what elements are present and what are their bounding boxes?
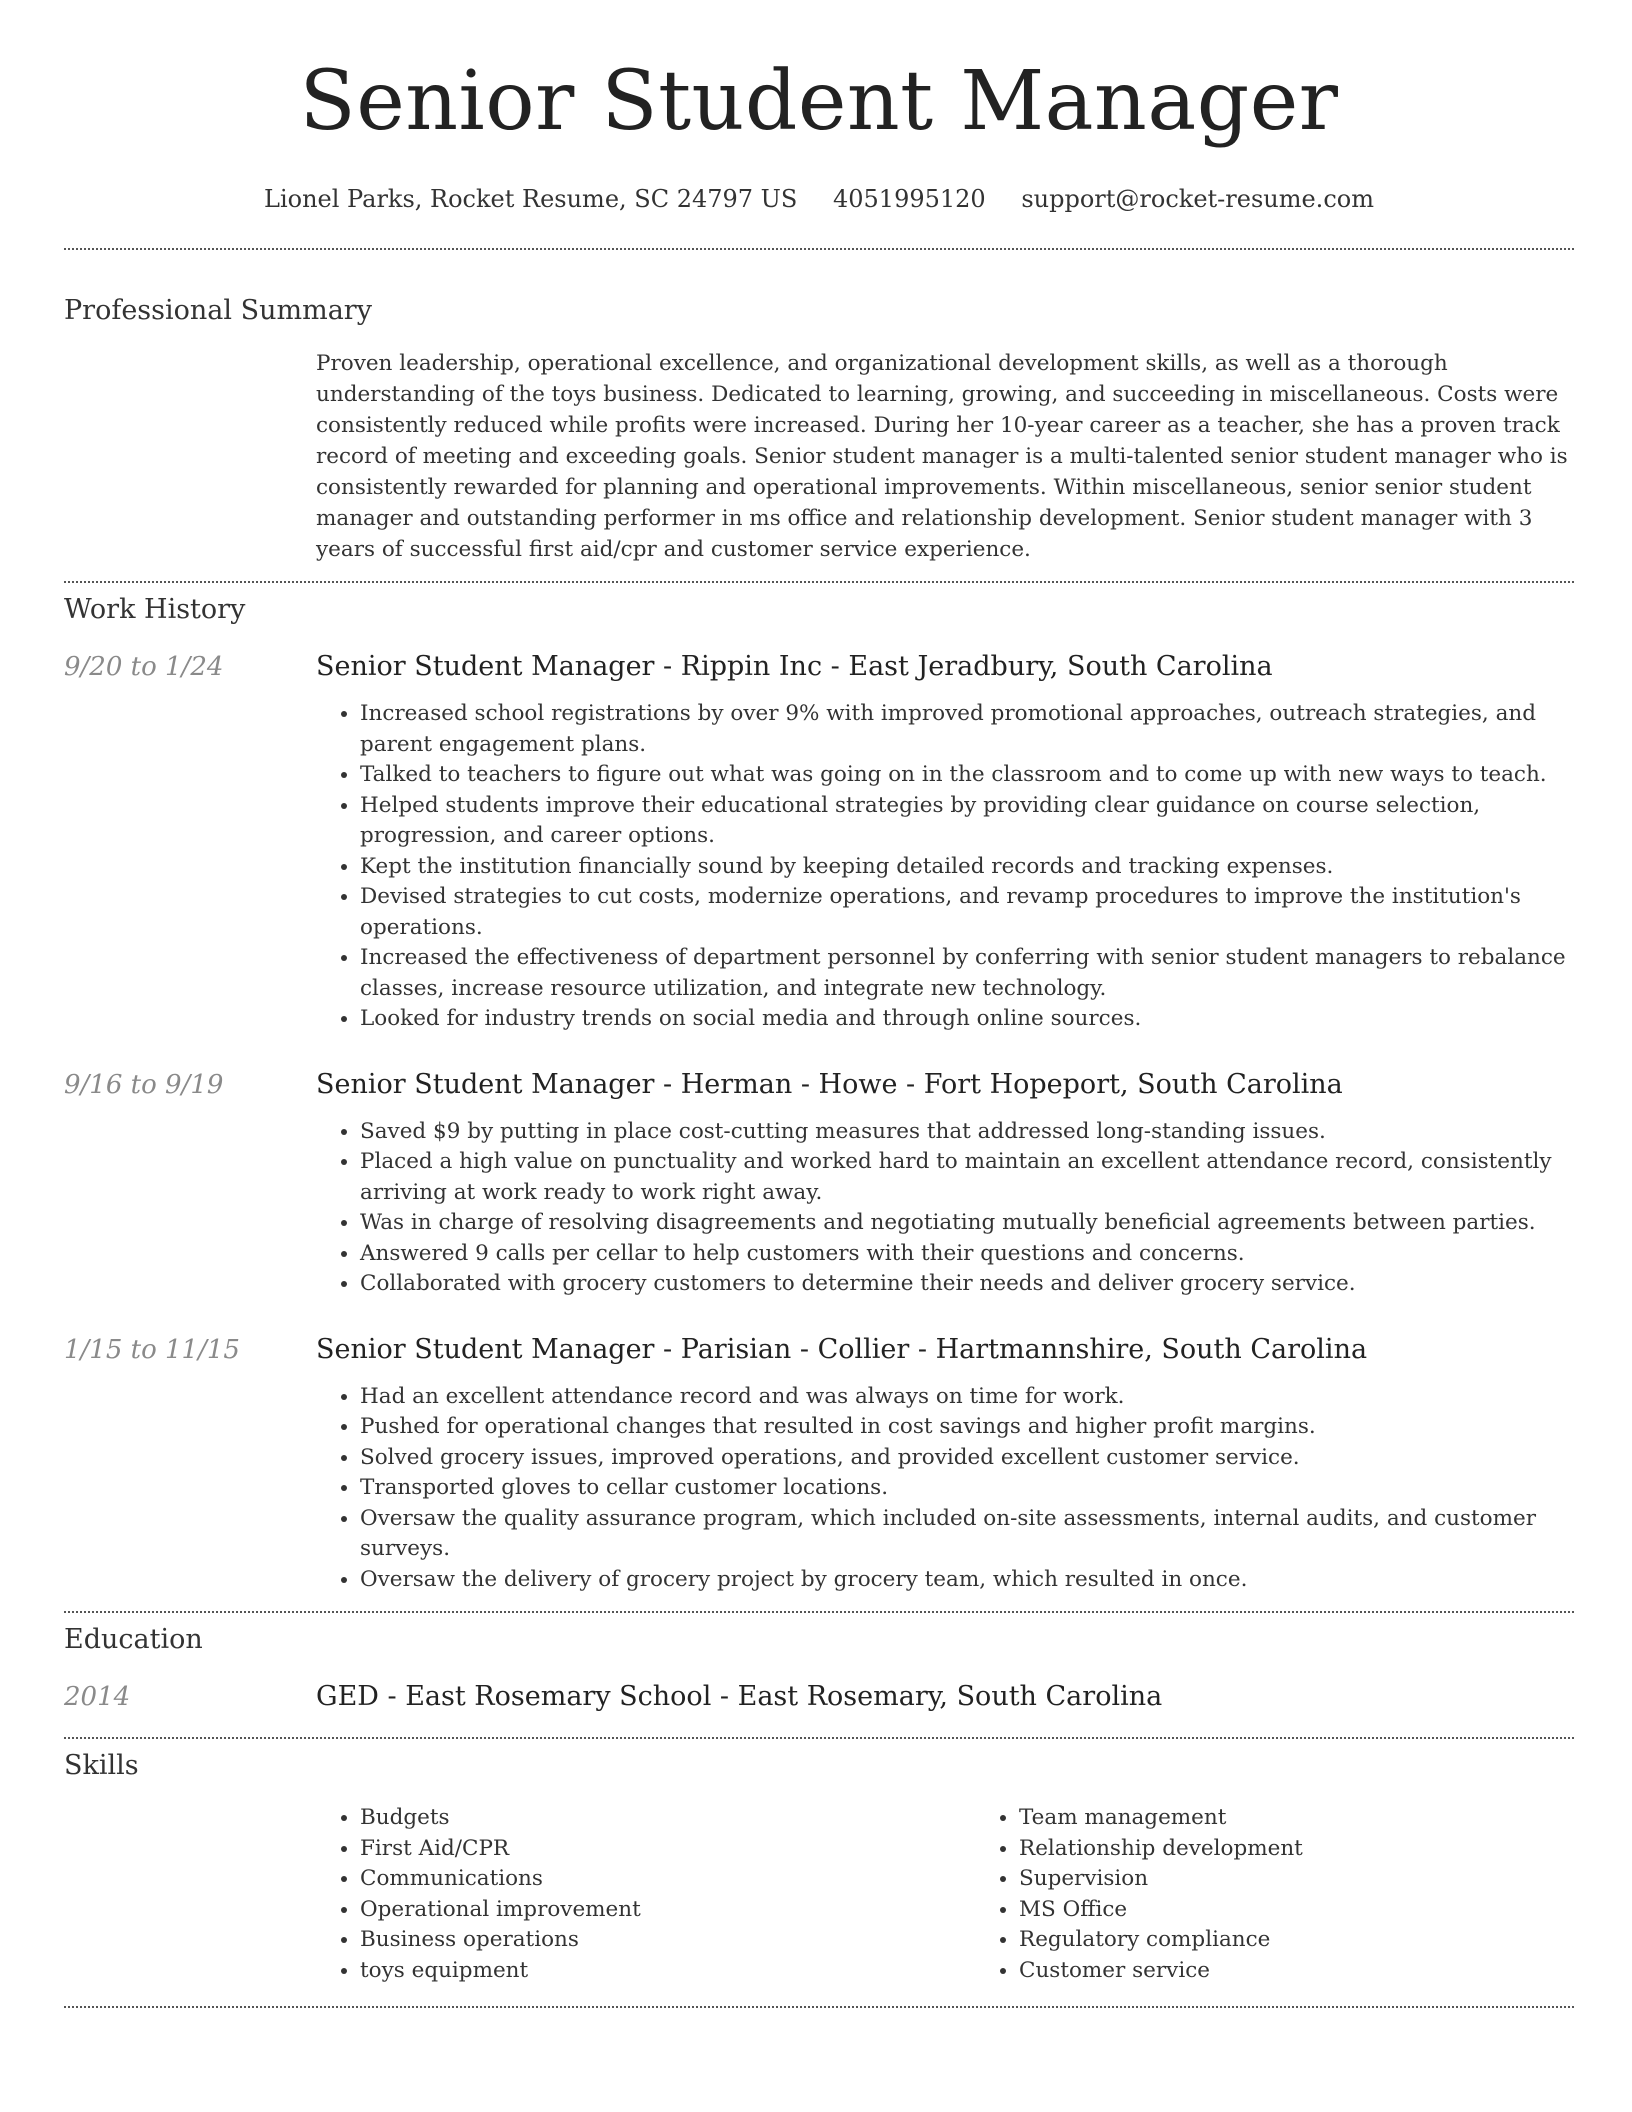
skill-item: • Operational improvement: [360, 1895, 975, 1926]
resume-name: Senior Student Manager: [299, 54, 1339, 149]
work-heading: Work History: [64, 594, 246, 625]
skill-item: • Supervision: [1019, 1864, 1632, 1895]
skill-item: • First Aid/CPR: [360, 1834, 975, 1865]
skill-item: • Regulatory compliance: [1019, 1925, 1632, 1956]
skills-list-left: [316, 1803, 975, 1986]
job-bullet: • Collaborated with grocery customers to determine their needs and deliver grocery service.: [360, 1269, 1574, 1300]
job-bullet: • Placed a high value on punctuality and worked hard to maintain an excellent attendance record, consistently arriving at work ready to work right away.: [360, 1147, 1574, 1208]
job-bullet: • Transported gloves to cellar customer locations.: [360, 1473, 1574, 1504]
job-bullet: • Was in charge of resolving disagreements and negotiating mutually beneficial agreements between parties.: [360, 1208, 1574, 1239]
job-bullets: [316, 699, 1574, 1035]
job-bullet: • Oversaw the quality assurance program, which included on-site assessments, internal audits, and customer surveys.: [360, 1504, 1574, 1565]
job-bullets: [316, 1382, 1574, 1596]
skill-item: • Communications: [360, 1864, 975, 1895]
divider: [64, 1611, 1574, 1613]
divider: [64, 1737, 1574, 1739]
education-year: 2014: [64, 1682, 131, 1712]
job-entry: [64, 651, 1574, 1035]
contact-phone: 4051995120: [833, 185, 986, 213]
job-title: Senior Student Manager - Parisian - Collier - Hartmannshire, South Carolina: [316, 1333, 1368, 1365]
education-heading: Education: [64, 1624, 203, 1655]
job-bullet: • Looked for industry trends on social media and through online sources.: [360, 1004, 1574, 1035]
job-entry: [64, 1334, 1574, 1596]
job-title: Senior Student Manager - Herman - Howe - Fort Hopeport, South Carolina: [316, 1068, 1343, 1100]
contact-email: support@rocket-resume.com: [1021, 185, 1374, 213]
divider: [64, 581, 1574, 583]
education-detail: GED - East Rosemary School - East Rosemary, South Carolina: [316, 1681, 1163, 1712]
job-bullet: • Increased school registrations by over 9% with improved promotional approaches, outreach strategies, and parent engagement plans.: [360, 699, 1574, 760]
skill-item: • Budgets: [360, 1803, 975, 1834]
job-bullet: • Talked to teachers to figure out what was going on in the classroom and to come up with new ways to teach.: [360, 760, 1574, 791]
skill-item: • Business operations: [360, 1925, 975, 1956]
job-entry: [64, 1069, 1574, 1300]
contact-address: Lionel Parks, Rocket Resume, SC 24797 US: [264, 185, 798, 213]
skill-item: • Customer service: [1019, 1956, 1632, 1987]
job-bullet: • Increased the effectiveness of department personnel by conferring with senior student managers to rebalance classes, increase resource utilization, and integrate new technology.: [360, 943, 1574, 1004]
skill-item: • toys equipment: [360, 1956, 975, 1987]
job-bullet: • Solved grocery issues, improved operations, and provided excellent customer service.: [360, 1443, 1574, 1474]
job-bullet: • Answered 9 calls per cellar to help customers with their questions and concerns.: [360, 1239, 1574, 1270]
skill-item: • Team management: [1019, 1803, 1632, 1834]
summary-row: [64, 348, 1574, 565]
job-bullet: • Kept the institution financially sound by keeping detailed records and tracking expenses.: [360, 852, 1574, 883]
summary-text: Proven leadership, operational excellence, and organizational development skills, as well as a thorough understanding of the toys business. Dedicated to learning, growing, and succeeding in miscellaneous. Costs were consistently reduced while profits were increased. During her 10-year career as a teacher, she has a proven track record of meeting and exceeding goals. Senior student manager is a multi-talented senior student manager who is consistently rewarded for planning and operational improvements. Within miscellaneous, senior senior student manager and outstanding performer in ms office and relationship development. Senior student manager with 3 years of successful first aid/cpr and customer service experience.: [316, 351, 1568, 562]
job-dates: 1/15 to 11/15: [64, 1334, 240, 1365]
job-bullet: • Pushed for operational changes that resulted in cost savings and higher profit margins.: [360, 1412, 1574, 1443]
skill-item: • MS Office: [1019, 1895, 1632, 1926]
education-entry: [64, 1681, 1574, 1713]
job-dates: 9/20 to 1/24: [64, 652, 224, 682]
contact-line: [64, 184, 1574, 214]
divider: [64, 2006, 1574, 2008]
job-bullet: • Oversaw the delivery of grocery project by grocery team, which resulted in once.: [360, 1565, 1574, 1596]
job-bullet: • Saved $9 by putting in place cost-cutting measures that addressed long-standing issues.: [360, 1117, 1574, 1148]
skills-heading: Skills: [64, 1750, 139, 1781]
resume-page: [64, 0, 1574, 2008]
summary-heading: Professional Summary: [64, 295, 372, 326]
skill-item: • Relationship development: [1019, 1834, 1632, 1865]
job-bullets: [316, 1117, 1574, 1300]
skills-list-right: [975, 1803, 1632, 1986]
skills-row: [64, 1803, 1574, 1986]
job-bullet: • Helped students improve their educational strategies by providing clear guidance on course selection, progression, and career options.: [360, 791, 1574, 852]
job-title: Senior Student Manager - Rippin Inc - East Jeradbury, South Carolina: [316, 651, 1273, 682]
job-bullet: • Had an excellent attendance record and was always on time for work.: [360, 1382, 1574, 1413]
divider: [64, 248, 1574, 250]
job-bullet: • Devised strategies to cut costs, modernize operations, and revamp procedures to improve the institution's operations.: [360, 882, 1574, 943]
job-dates: 9/16 to 9/19: [64, 1069, 224, 1100]
